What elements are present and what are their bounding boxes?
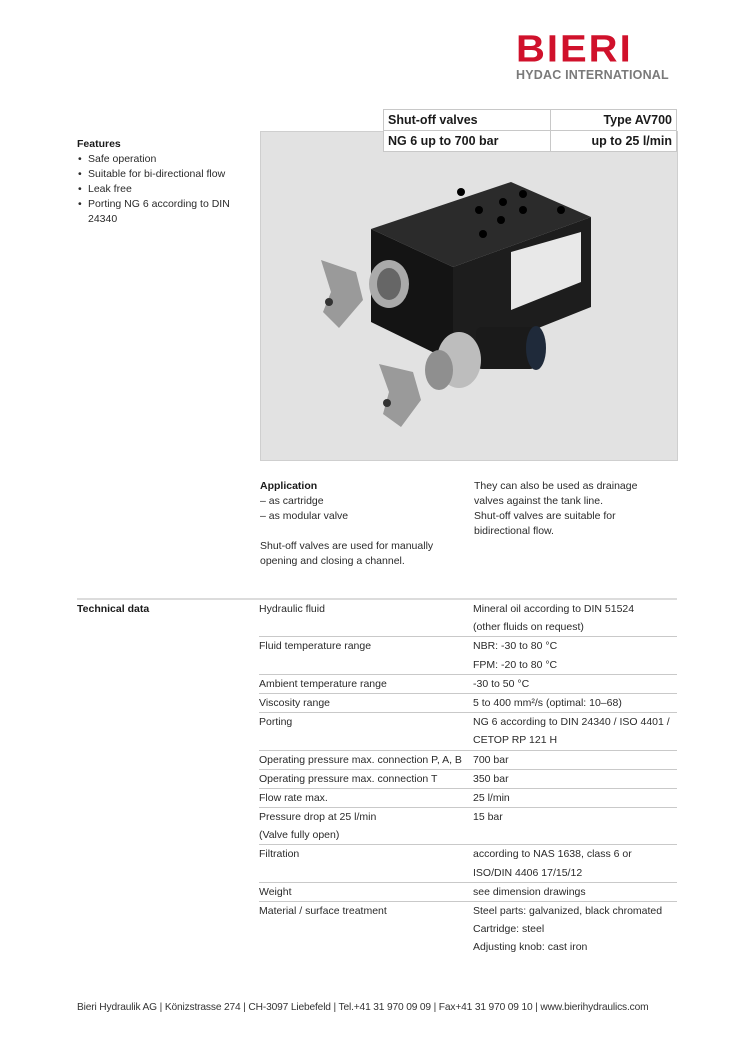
spec-label: (Valve fully open): [259, 829, 340, 842]
application-text: Shut-off valves are used for manually: [260, 540, 434, 552]
spec-label: Filtration: [259, 848, 300, 861]
table-row: [259, 883, 677, 902]
application-text: opening and closing a channel.: [260, 555, 405, 567]
spec-value: NBR: -30 to 80 °C: [473, 640, 558, 653]
features-list: [77, 152, 257, 227]
feature-item: • Safe operation: [77, 152, 257, 167]
spec-label: Hydraulic fluid: [259, 603, 325, 615]
brand-logo: [516, 28, 678, 82]
spec-label: Viscosity range: [259, 696, 331, 709]
table-row: [259, 770, 677, 789]
product-flow: up to 25 l/min: [551, 131, 677, 152]
spec-label: Flow rate max.: [259, 791, 328, 804]
spec-value: FPM: -20 to 80 °C: [473, 658, 558, 671]
spec-value: 350 bar: [473, 772, 509, 785]
spec-value: Mineral oil according to DIN 51524: [473, 603, 635, 615]
technical-data-table: [259, 600, 677, 957]
spec-value: CETOP RP 121 H: [473, 734, 558, 747]
spec-value: 15 bar: [473, 811, 503, 824]
table-row: [259, 751, 677, 770]
spec-value: ISO/DIN 4406 17/15/12: [473, 866, 583, 879]
feature-item: • Porting NG 6 according to DIN 24340: [77, 197, 257, 227]
spec-label: Operating pressure max. connection P, A, B: [259, 753, 462, 766]
application-text: Shut-off valves are suitable for: [474, 510, 616, 522]
spec-label: Ambient temperature range: [259, 677, 387, 690]
logo-subtitle: HYDAC INTERNATIONAL: [516, 68, 669, 82]
page-footer: Bieri Hydraulik AG | Könizstrasse 274 | CH-3097 Liebefeld | Tel.+41 31 970 09 09 | Fax+41 31 970 09 10 | www.bierihydraulics.com: [77, 1002, 649, 1013]
spec-value: see dimension drawings: [473, 885, 586, 898]
table-row: [259, 808, 677, 845]
valve-illustration-icon: [261, 132, 677, 460]
application-item: – as cartridge: [260, 495, 324, 507]
features-title: Features: [77, 138, 121, 150]
table-row: [259, 600, 677, 637]
table-row: [259, 713, 677, 750]
product-header-table: [383, 109, 677, 152]
spec-label: Material / surface treatment: [259, 905, 387, 917]
application-title: Application: [260, 480, 318, 492]
spec-label: Porting: [259, 716, 293, 729]
application-item: – as modular valve: [260, 510, 349, 522]
feature-item: • Suitable for bi-directional flow: [77, 167, 257, 182]
logo-wordmark: BIERI: [516, 28, 633, 70]
spec-value: Adjusting knob: cast iron: [473, 941, 588, 954]
application-text: valves against the tank line.: [474, 495, 603, 507]
spec-value: Cartridge: steel: [473, 923, 545, 936]
product-name: Shut-off valves: [384, 110, 551, 131]
spec-label: Operating pressure max. connection T: [259, 772, 438, 785]
product-photo: [260, 131, 678, 461]
application-text: bidirectional flow.: [474, 525, 554, 537]
table-row: [259, 675, 677, 694]
table-row: [259, 637, 677, 674]
spec-label: Fluid temperature range: [259, 640, 372, 653]
spec-value: (other fluids on request): [473, 621, 584, 634]
spec-value: 25 l/min: [473, 791, 510, 804]
spec-value: according to NAS 1638, class 6 or: [473, 848, 632, 861]
product-size-pressure: NG 6 up to 700 bar: [384, 131, 551, 152]
application-text: They can also be used as drainage: [474, 480, 638, 492]
table-row: [259, 789, 677, 808]
spec-value: NG 6 according to DIN 24340 / ISO 4401 /: [473, 716, 670, 729]
spec-value: -30 to 50 °C: [473, 677, 530, 690]
spec-value: Steel parts: galvanized, black chromated: [473, 905, 663, 917]
spec-value: 700 bar: [473, 753, 509, 766]
product-type: Type AV700: [551, 110, 677, 131]
application-section: [260, 479, 470, 569]
spec-label: Weight: [259, 885, 292, 898]
table-row: [259, 902, 677, 957]
spec-value: 5 to 400 mm²/s (optimal: 10–68): [473, 696, 622, 709]
feature-item: • Leak free: [77, 182, 257, 197]
technical-data-title: Technical data: [77, 603, 150, 615]
features-section: [77, 137, 257, 227]
spec-label: Pressure drop at 25 l/min: [259, 811, 377, 824]
table-row: [259, 845, 677, 882]
table-row: [259, 694, 677, 713]
application-description: [474, 479, 674, 539]
